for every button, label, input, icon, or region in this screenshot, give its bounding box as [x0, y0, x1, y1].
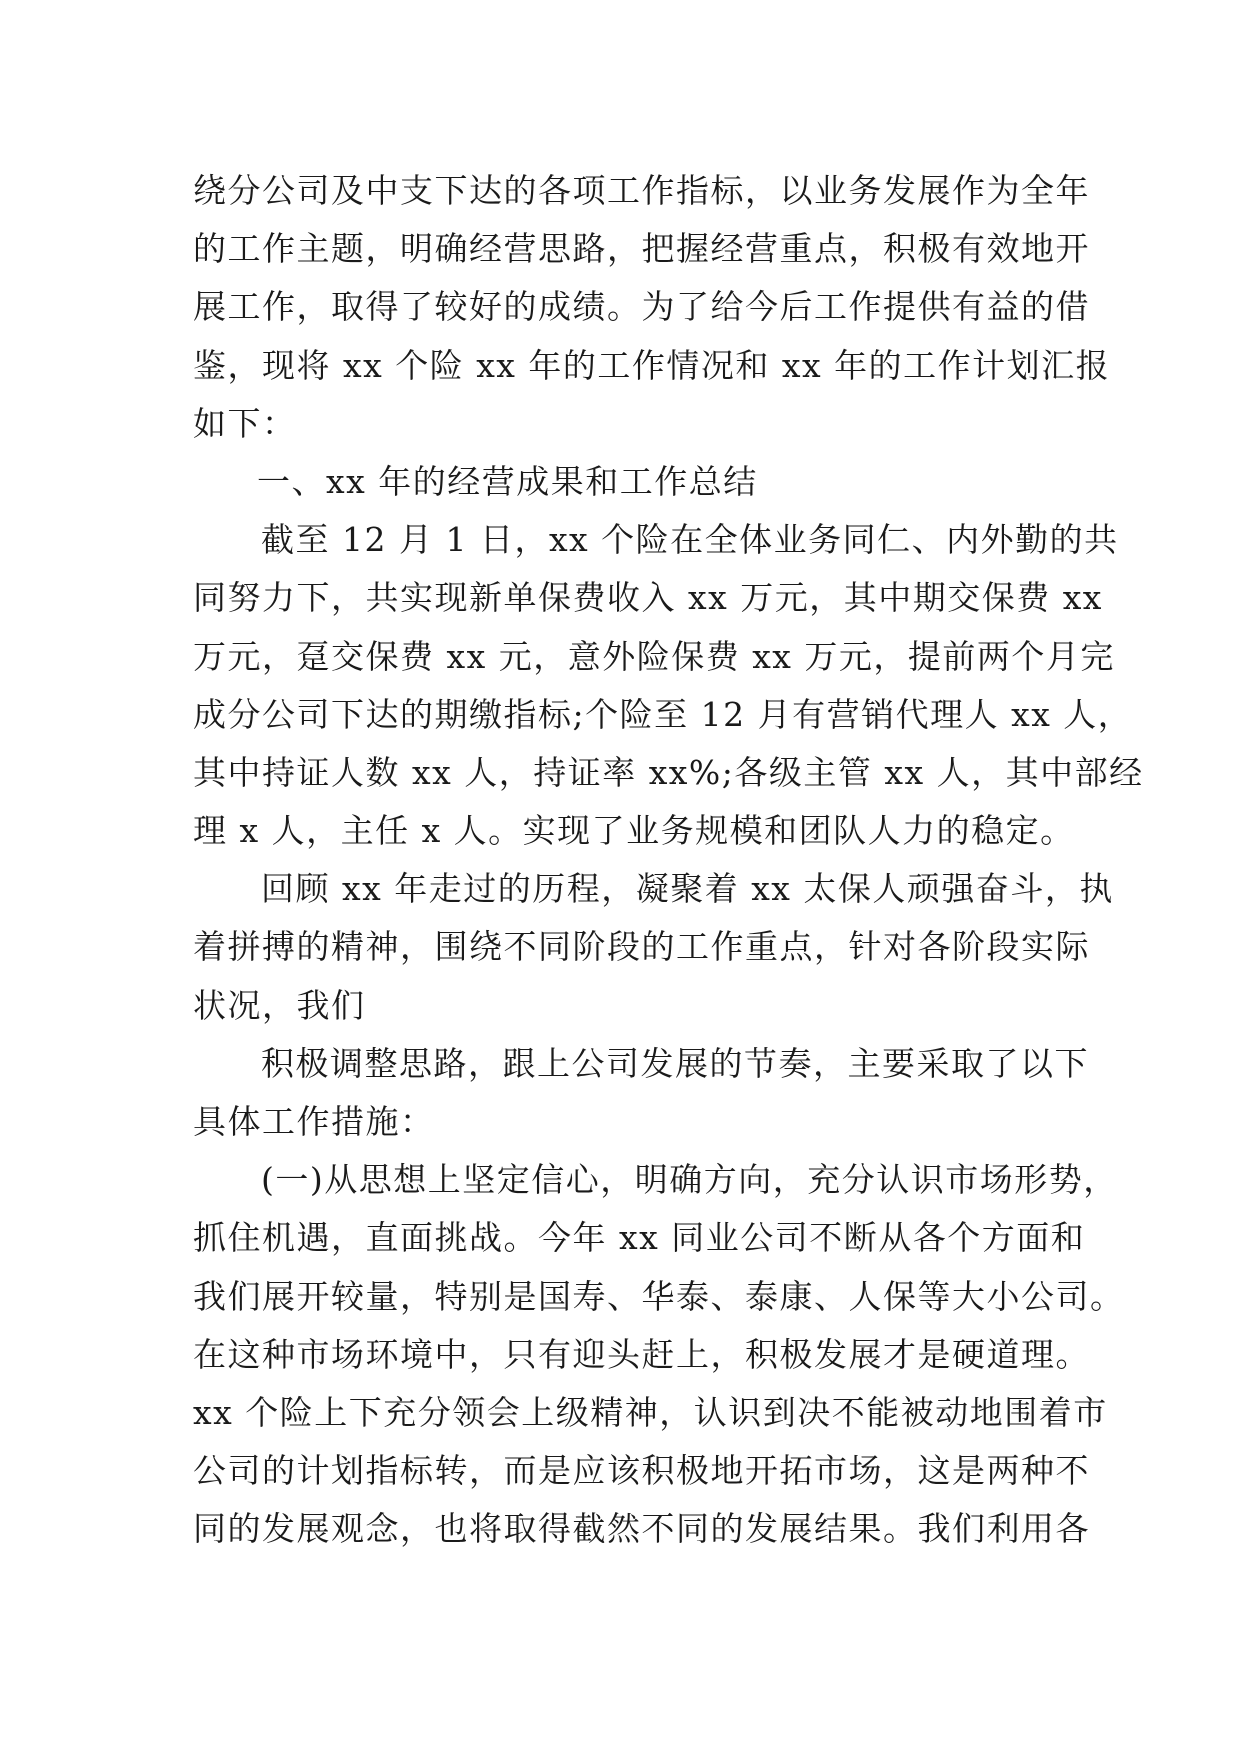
text-line: 抓住机遇，直面挑战。今年 xx 同业公司不断从各个方面和	[193, 1218, 1086, 1258]
text-line: 着拼搏的精神，围绕不同阶段的工作重点，针对各阶段实际	[193, 927, 1090, 967]
text-line: 公司的计划指标转，而是应该积极地开拓市场，这是两种不	[193, 1451, 1090, 1491]
text-line: 回顾 xx 年走过的历程，凝聚着 xx 太保人顽强奋斗，执	[261, 869, 1114, 909]
text-line: 理 x 人，主任 x 人。实现了业务规模和团队人力的稳定。	[193, 811, 1075, 851]
text-line: 在这种市场环境中，只有迎头赶上，积极发展才是硬道理。	[193, 1334, 1090, 1374]
section-heading: 一、xx 年的经营成果和工作总结	[257, 461, 758, 501]
text-line: (一)从思想上坚定信心，明确方向，充分认识市场形势，	[261, 1160, 1118, 1200]
text-line: 绕分公司及中支下达的各项工作指标，以业务发展作为全年	[193, 171, 1090, 210]
text-line: 同努力下，共实现新单保费收入 xx 万元，其中期交保费 xx	[193, 578, 1103, 618]
text-line: 具体工作措施：	[193, 1102, 435, 1141]
text-line: 状况，我们	[193, 985, 366, 1025]
text-line: 成分公司下达的期缴指标;个险至 12 月有营销代理人 xx 人，	[193, 694, 1133, 734]
text-line: 积极调整思路，跟上公司发展的节奏，主要采取了以下	[261, 1043, 1089, 1083]
text-line: 鉴，现将 xx 个险 xx 年的工作情况和 xx 年的工作计划汇报	[193, 345, 1111, 385]
document-body	[193, 162, 1144, 1559]
text-line: 如下：	[193, 403, 297, 443]
text-line: 我们展开较量，特别是国寿、华泰、泰康、人保等大小公司。	[193, 1276, 1125, 1316]
text-line: 同的发展观念，也将取得截然不同的发展结果。我们利用各	[193, 1509, 1090, 1549]
text-line: xx 个险上下充分领会上级精神，认识到决不能被动地围着市	[193, 1392, 1108, 1432]
text-line: 展工作，取得了较好的成绩。为了给今后工作提供有益的借	[193, 287, 1090, 327]
text-line: 的工作主题，明确经营思路，把握经营重点，积极有效地开	[193, 229, 1090, 269]
text-line: 其中持证人数 xx 人，持证率 xx%;各级主管 xx 人，其中部经	[193, 752, 1144, 792]
text-line: 万元，趸交保费 xx 元，意外险保费 xx 万元，提前两个月完	[193, 636, 1115, 676]
text-line: 截至 12 月 1 日，xx 个险在全体业务同仁、内外勤的共	[261, 520, 1119, 560]
